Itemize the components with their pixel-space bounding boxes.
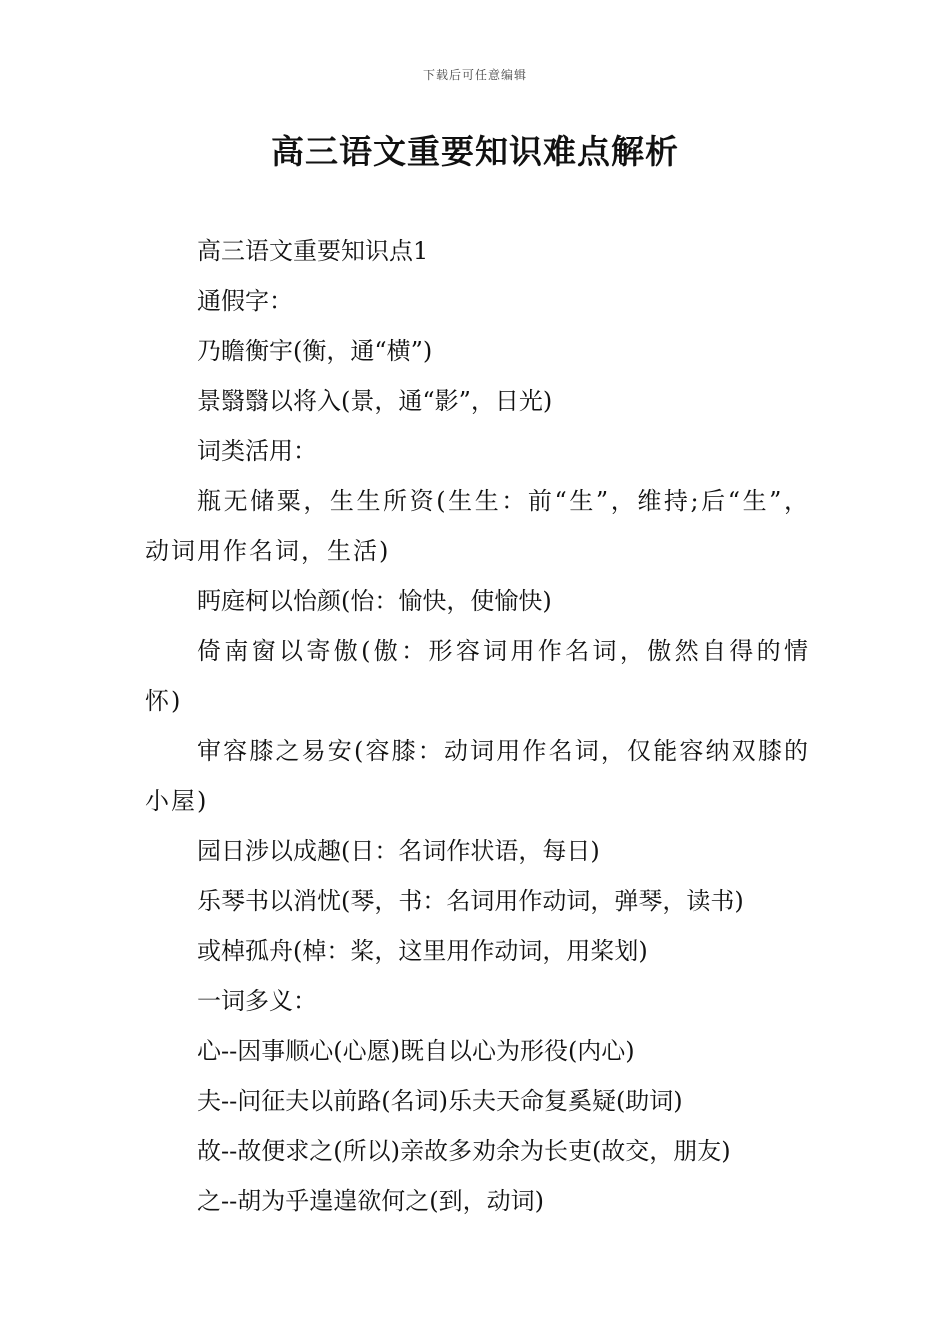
- paragraph-example: 夫--问征夫以前路(名词)乐夫天命复奚疑(助词): [197, 1087, 683, 1115]
- paragraph-example: 审容膝之易安(容膝：动词用作名词，仅能容纳双膝的小屋): [145, 737, 810, 815]
- paragraph-example: 乃瞻衡宇(衡，通“横”): [197, 337, 433, 365]
- paragraph-example: 或棹孤舟(棹：桨，这里用作动词，用桨划): [197, 937, 648, 965]
- paragraph-section-cileihuoyong: 词类活用：: [197, 437, 317, 465]
- paragraph-example: 眄庭柯以怡颜(怡：愉快，使愉快): [197, 587, 552, 615]
- paragraph-example: 之--胡为乎遑遑欲何之(到，动词): [197, 1187, 544, 1215]
- paragraph-section-tongjiazi: 通假字：: [197, 287, 293, 315]
- document-title: 高三语文重要知识难点解析: [271, 132, 679, 171]
- paragraph-example: 景翳翳以将入(景，通“影”，日光): [197, 387, 553, 415]
- header-note: 下载后可任意编辑: [422, 68, 527, 82]
- paragraph-section-yiciduoyi: 一词多义：: [197, 987, 317, 1015]
- paragraph-example: 园日涉以成趣(日：名词作状语，每日): [197, 837, 600, 865]
- paragraph-example: 倚南窗以寄傲(傲：形容词用作名词，傲然自得的情怀): [145, 637, 810, 715]
- paragraph-example: 乐琴书以消忧(琴，书：名词用作动词，弹琴，读书): [197, 887, 744, 915]
- paragraph-example: 故--故便求之(所以)亲故多劝余为长吏(故交，朋友): [197, 1137, 731, 1165]
- paragraph-example: 瓶无储粟，生生所资(生生：前“生”，维持;后“生”，动词用作名词，生活): [145, 487, 810, 565]
- paragraph-heading-1: 高三语文重要知识点1: [197, 237, 429, 265]
- document-body: [145, 226, 810, 1226]
- paragraph-example: 心--因事顺心(心愿)既自以心为形役(内心): [197, 1037, 635, 1065]
